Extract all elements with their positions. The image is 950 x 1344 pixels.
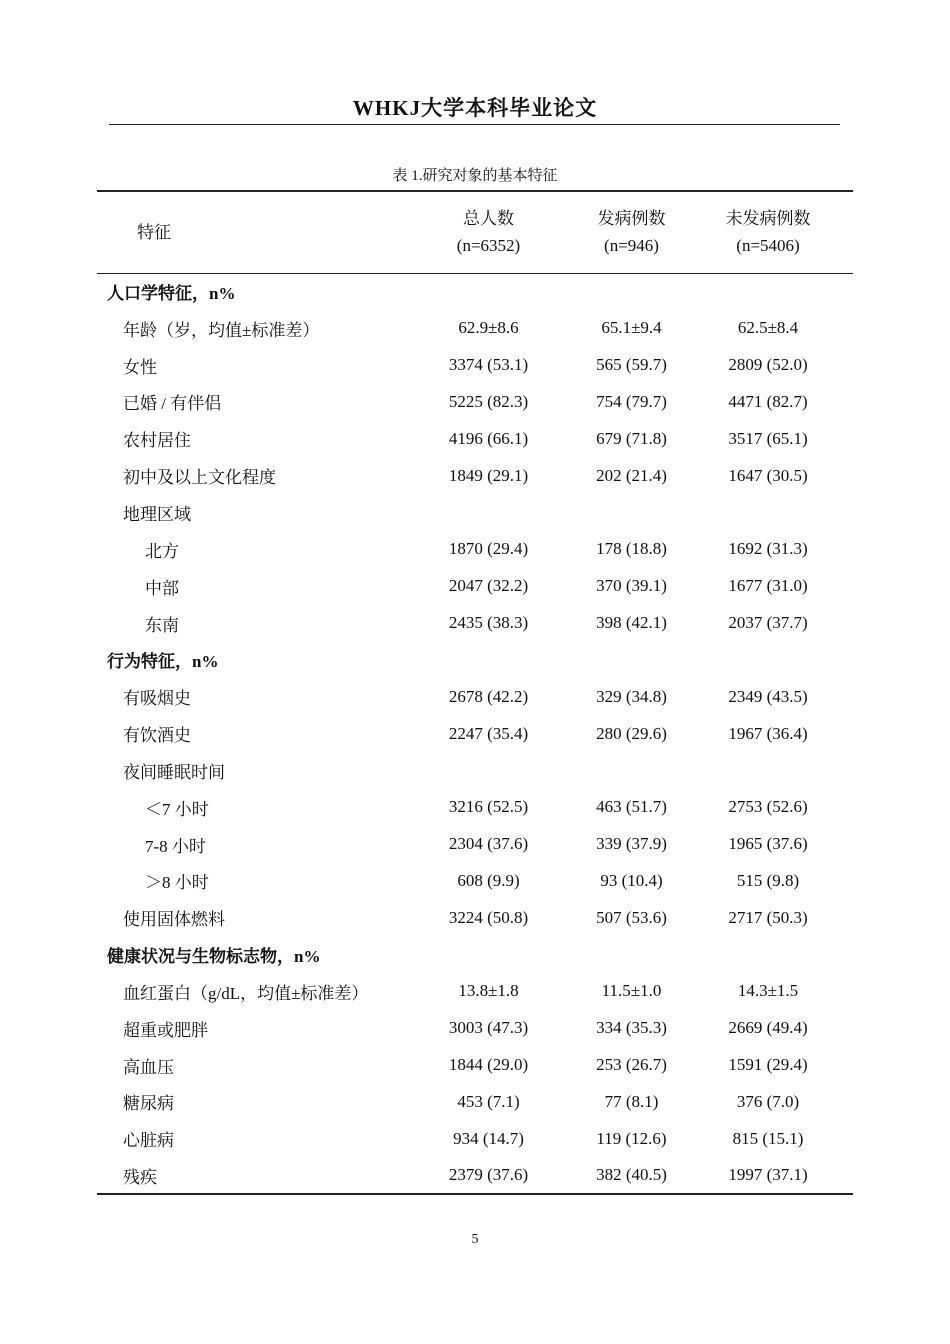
cell-noncases: 2349 (43.5): [728, 686, 808, 706]
column-header-label: 发病例数: [597, 209, 666, 229]
cell-noncases: 1692 (31.3): [728, 539, 808, 559]
table-row: [97, 973, 853, 1010]
table-row: [97, 826, 853, 863]
row-label: 血红蛋白（g/dL，均值±标准差）: [123, 983, 369, 1003]
row-label: 地理区域: [123, 504, 191, 524]
cell-cases: 329 (34.8): [596, 686, 667, 706]
cell-noncases: 2717 (50.3): [728, 907, 808, 927]
cell-cases: 507 (53.6): [596, 907, 667, 927]
cell-total: 2247 (35.4): [448, 723, 529, 743]
cell-total: 13.8±1.8: [458, 981, 519, 1001]
cell-total: [397, 752, 580, 789]
cell-cases: [580, 752, 683, 789]
row-label: ＞8 小时: [145, 873, 209, 893]
cell-cases: 334 (35.3): [596, 1018, 667, 1038]
cell-total: 2435 (38.3): [448, 613, 529, 633]
cell-noncases: [683, 273, 853, 310]
cell-noncases: 1677 (31.0): [728, 576, 808, 596]
table-row: [97, 420, 853, 457]
column-header-n: (n=5406): [736, 236, 800, 256]
table-row: [97, 531, 853, 568]
row-label: 残疾: [97, 1157, 397, 1194]
table-body: [97, 273, 853, 1194]
row-label: 初中及以上文化程度: [123, 468, 276, 488]
row-label: 有饮酒史: [123, 726, 191, 746]
table-row: [97, 1084, 853, 1121]
table-row: [97, 384, 853, 421]
cell-total: 453 (7.1): [457, 1091, 520, 1111]
cell-total: 1844 (29.0): [448, 1055, 529, 1075]
cell-noncases: [683, 752, 853, 789]
column-header-feature: 特征: [97, 191, 397, 273]
cell-cases: 398 (42.1): [596, 613, 667, 633]
document-header-title: WHKJ大学本科毕业论文: [352, 96, 598, 120]
cell-cases: 280 (29.6): [596, 723, 667, 743]
cell-total: 1849 (29.1): [448, 465, 529, 485]
cell-cases: 679 (71.8): [596, 428, 667, 448]
table-row: [97, 568, 853, 605]
cell-noncases: 815 (15.1): [732, 1128, 804, 1148]
cell-noncases: 1591 (29.4): [728, 1055, 808, 1075]
row-label: 心脏病: [123, 1131, 174, 1151]
section-header-row: [97, 936, 853, 973]
cell-total: 3003 (47.3): [448, 1018, 529, 1038]
cell-cases: [580, 273, 683, 310]
column-header-total: [397, 191, 580, 273]
table-row: [97, 310, 853, 347]
cell-cases: 119 (12.6): [596, 1128, 667, 1148]
cell-noncases: 14.3±1.5: [737, 981, 799, 1001]
row-label: 行为特征，n%: [107, 652, 219, 672]
row-label: 已婚 / 有伴侣: [123, 394, 222, 414]
cell-total: 2379 (37.6): [397, 1157, 580, 1194]
cell-cases: 93 (10.4): [600, 870, 663, 890]
cell-cases: 565 (59.7): [596, 355, 667, 375]
row-label: 夜间睡眠时间: [123, 762, 225, 782]
row-label: 高血压: [123, 1057, 174, 1077]
table-row: [97, 863, 853, 900]
row-label: 糖尿病: [123, 1094, 174, 1114]
cell-total: 608 (9.9): [457, 870, 520, 890]
table-header-row: [97, 191, 853, 273]
cell-total: 2047 (32.2): [448, 576, 529, 596]
column-header-n: (n=6352): [456, 236, 521, 256]
cell-cases: [580, 936, 683, 973]
cell-cases: 178 (18.8): [596, 539, 667, 559]
cell-total: [397, 494, 580, 531]
cell-noncases: 2753 (52.6): [728, 797, 808, 817]
row-label: 超重或肥胖: [123, 1020, 208, 1040]
cell-cases: [580, 641, 683, 678]
table-row: [97, 457, 853, 494]
table-row: [97, 1010, 853, 1047]
cell-noncases: 4471 (82.7): [728, 391, 808, 411]
cell-cases: 65.1±9.4: [601, 318, 662, 338]
section-header-row: [97, 641, 853, 678]
table-row: [97, 1047, 853, 1084]
cell-noncases: 2037 (37.7): [728, 613, 808, 633]
row-label: 北方: [145, 541, 179, 561]
cell-noncases: 2809 (52.0): [728, 355, 808, 375]
characteristics-table: [97, 190, 853, 1195]
row-label: 7-8 小时: [145, 836, 206, 856]
cell-total: [397, 641, 580, 678]
table-row: [97, 789, 853, 826]
cell-noncases: [683, 936, 853, 973]
cell-total: 934 (14.7): [453, 1128, 524, 1148]
cell-cases: 202 (21.4): [596, 465, 667, 485]
column-header-cases: [580, 191, 683, 273]
column-header-noncases: [683, 191, 853, 273]
cell-total: 2304 (37.6): [448, 834, 529, 854]
cell-cases: 463 (51.7): [596, 797, 667, 817]
cell-cases: 77 (8.1): [604, 1091, 659, 1111]
cell-cases: 11.5±1.0: [601, 981, 662, 1001]
cell-total: 1870 (29.4): [448, 539, 529, 559]
row-label: 女性: [123, 357, 157, 377]
section-header-row: [97, 273, 853, 310]
table-row: [97, 1120, 853, 1157]
cell-noncases: 2669 (49.4): [728, 1018, 808, 1038]
cell-total: [397, 936, 580, 973]
cell-noncases: 3517 (65.1): [728, 428, 808, 448]
page-number: 5: [471, 1232, 479, 1247]
row-label: 使用固体燃料: [123, 910, 225, 930]
cell-noncases: 62.5±8.4: [737, 318, 799, 338]
cell-total: [397, 273, 580, 310]
row-label: 东南: [145, 615, 179, 635]
cell-cases: 339 (37.9): [596, 834, 667, 854]
cell-total: 3216 (52.5): [448, 797, 529, 817]
cell-noncases: [683, 494, 853, 531]
row-label: 有吸烟史: [123, 689, 191, 709]
cell-total: 5225 (82.3): [448, 391, 529, 411]
column-header-label: 总人数: [463, 209, 514, 229]
cell-noncases: 515 (9.8): [736, 870, 800, 890]
cell-total: 3224 (50.8): [448, 907, 529, 927]
cell-noncases: 1647 (30.5): [728, 465, 808, 485]
table-row: [97, 347, 853, 384]
cell-total: 62.9±8.6: [458, 318, 519, 338]
table-row: [97, 1157, 853, 1194]
column-header-label: 未发病例数: [725, 209, 811, 229]
row-label: 中部: [145, 578, 179, 598]
header-divider: [109, 124, 840, 125]
cell-cases: [580, 494, 683, 531]
row-label: 健康状况与生物标志物，n%: [107, 947, 321, 967]
table-row: [97, 678, 853, 715]
row-label: 年龄（岁，均值±标准差）: [123, 320, 320, 340]
cell-noncases: 1965 (37.6): [728, 834, 808, 854]
cell-cases: 253 (26.7): [596, 1055, 667, 1075]
cell-noncases: 1967 (36.4): [728, 723, 808, 743]
cell-cases: 754 (79.7): [596, 391, 667, 411]
table-row: [97, 899, 853, 936]
cell-total: 2678 (42.2): [448, 686, 529, 706]
row-label: ＜7 小时: [145, 799, 209, 819]
row-label: 农村居住: [123, 431, 191, 451]
cell-noncases: [683, 641, 853, 678]
cell-noncases: 376 (7.0): [736, 1091, 800, 1111]
table-caption: 表 1.研究对象的基本特征: [392, 168, 558, 184]
cell-noncases: 1997 (37.1): [683, 1157, 853, 1194]
cell-total: 3374 (53.1): [448, 355, 529, 375]
table-row: [97, 605, 853, 642]
row-label: 人口学特征，n%: [107, 284, 236, 304]
column-header-n: (n=946): [604, 236, 659, 256]
cell-cases: 370 (39.1): [596, 576, 667, 596]
cell-total: 4196 (66.1): [448, 428, 529, 448]
table-row: [97, 715, 853, 752]
cell-cases: 382 (40.5): [580, 1157, 683, 1194]
table-row: [97, 494, 853, 531]
table-row: [97, 752, 853, 789]
